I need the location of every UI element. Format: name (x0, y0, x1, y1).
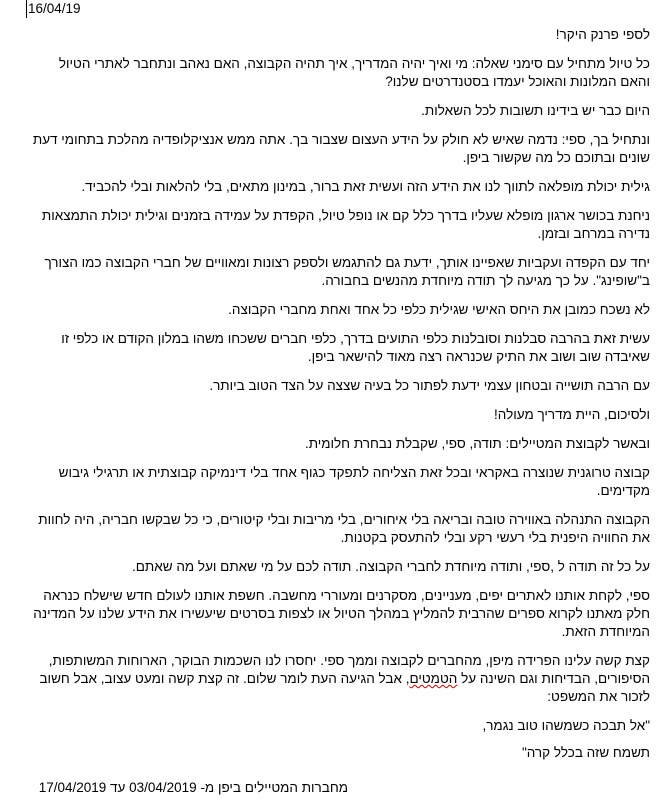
paragraph-organization: ניחנת בכושר ארגון מופלא שעליו בדרך כלל קם או נופל טיול, הקפדת על עמידה בזמנים וגילית יכולת התמצאות נדירה במרחב ובזמן. (41, 208, 650, 241)
paragraph-opening: כל טיול מתחיל עם סימני שאלה: מי ואיך יהיה המדריך, איך תהיה הקבוצה, האם נאהב ונתחבר לאתרי הטיול והאם המלונות והאוכל יעמדו בסטנדרטים שלנו? (58, 56, 650, 89)
farewell-text-end: , אבל הגיעה העת לומר שלום. זה קצת קשה ומעט עצוב, אבל חשוב לזכור את המשפט: (39, 671, 650, 704)
quote-line-2: תשמח שזה בכלל קרה" (521, 745, 650, 760)
quote-line-1: "אל תבכה כשמשהו טוב נגמר, (482, 718, 650, 733)
paragraph-sites: ספי, לקחת אותנו לאתרים יפים, מעניינים, מסקרנים ומעוררי מחשבה. חשפת אותנו לעולם חדש שישלח כנראה חלק מאתנו לקרוא ספרים שהרבית להמליץ במהלך הטיול או לצפות בסרטים שיעשירו את הידע שלנו על המדינה המיוחדת הזאת. (33, 588, 650, 639)
paragraph-group-thanks: ובאשר לקבוצת המטיילים: תודה, ספי, שקבלת נבחרת חלומית. (304, 436, 650, 451)
paragraph-atmosphere: הקבוצה התנהלה באווירה טובה ובריאה בלי איחורים, בלי מריבות ובלי קיטורים, כי כל שבקשו חבריה, היה לחוות את החוויה היפנית בלי רעשי רקע ובלי להתעסק בקטנות. (38, 512, 650, 545)
paragraph-answers: היום כבר יש בידינו תשובות לכל השאלות. (421, 103, 650, 118)
paragraph-summary: ולסיכום, היית מדריך מעולה! (494, 407, 650, 422)
paragraph-flexibility: יחד עם הקפדה ועקביות שאפיינו אותך, ידעת גם להתגמש ולספק רצונות ומאוויים של חברי הקבוצה כמו הצורך ב"שופינג". על כך מגיעה לך תודה מיוחדת מהנשים בחבורה. (44, 255, 650, 288)
paragraph-personal: לא נשכח כמובן את היחס האישי שגילית כלפי כל אחד ואחת מחברי הקבוצה. (228, 302, 650, 317)
paragraph-farewell (26, 652, 650, 706)
paragraph-patience: עשית זאת בהרבה סבלנות וסובלנות כלפי התועים בדרך, כלפי חברים ששכחו משהו במלון הקודם או כלפי זו שאיבדה שוב ושוב את התיק שכנראה רצה מאוד להישאר ביפן. (61, 331, 650, 364)
paragraph-mediation: גילית יכולת מופלאה לתווך לנו את הידע הזה ועשית זאת ברור, במינון מתאים, בלי להלאות ובלי להכביד. (81, 179, 650, 194)
farewell-text-start: קצת קשה עלינו הפרידה מיפן, מהחברים לקבוצה וממך ספי. יחסרו לנו השכמות הבוקר, הארוחות המשותפות, הסיפורים, הבדיחות וגם השינה על (48, 653, 650, 686)
footer-signature: מחברות המטיילים ביפן מ- 03/04/2019 עד 17/04/2019 (38, 780, 348, 795)
paragraph-group-description: קבוצה טרוגנית שנוצרה באקראי ובכל זאת הצליחה לתפקד כגוף אחד בלי דינמיקה קבוצתית או תרגילי גיבוש מקדימים. (58, 465, 650, 498)
letter-body (26, 26, 650, 773)
spellcheck-marked-word: הטמטים (409, 671, 458, 686)
greeting: לספי פרנק היקר! (555, 27, 650, 42)
document-date: 16/04/19 (28, 1, 81, 16)
paragraph-resourcefulness: עם הרבה תושייה ובטחון עצמי ידעת לפתור כל בעיה שצצה על הצד הטוב ביותר. (209, 378, 650, 393)
paragraph-thanks: על כל זה תודה ל ,ספי, ותודה מיוחדת לחברי הקבוצה. תודה לכם על מי שאתם ועל מה שאתם. (132, 559, 650, 574)
paragraph-knowledge: ונתחיל בך, ספי: נדמה שאיש לא חולק על הידע העצום שצבור בך. אתה ממש אנציקלופדיה מהלכת בתחומי דעת שונים ובתוכם כל מה שקשור ביפן. (32, 132, 650, 165)
